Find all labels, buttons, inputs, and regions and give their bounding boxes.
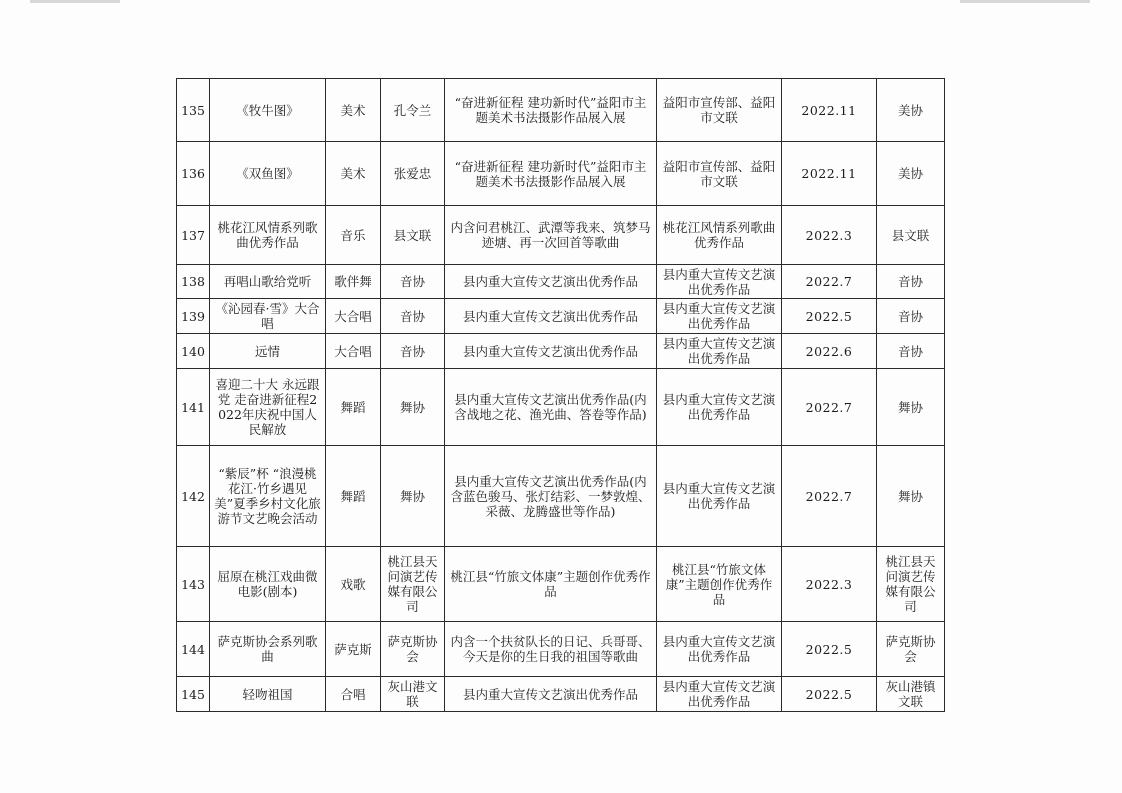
award-date: 2022.5 — [782, 299, 877, 334]
work-content: 内含问君桃江、武潭等我来、筑梦马迹塘、再一次回首等歌曲 — [445, 206, 657, 265]
work-author: 张爱忠 — [381, 142, 445, 206]
recommender: 舞协 — [877, 369, 945, 446]
recommender: 萨克斯协会 — [877, 622, 945, 677]
award-date: 2022.11 — [782, 79, 877, 142]
work-author: 县文联 — [381, 206, 445, 265]
work-title: 《牧牛图》 — [210, 79, 326, 142]
work-content: “奋进新征程 建功新时代”益阳市主题美术书法摄影作品展入展 — [445, 79, 657, 142]
row-number: 139 — [177, 299, 210, 334]
row-number: 145 — [177, 677, 210, 712]
recommender: 县文联 — [877, 206, 945, 265]
work-category: 美术 — [326, 142, 381, 206]
work-author: 萨克斯协会 — [381, 622, 445, 677]
row-number: 138 — [177, 265, 210, 299]
work-author: 灰山港文联 — [381, 677, 445, 712]
work-author: 音协 — [381, 265, 445, 299]
award-event: 县内重大宣传文艺演出优秀作品 — [657, 265, 782, 299]
work-category: 大合唱 — [326, 334, 381, 369]
scan-edge-mark — [960, 0, 1090, 3]
work-content: 内含一个扶贫队长的日记、兵哥哥、今天是你的生日我的祖国等歌曲 — [445, 622, 657, 677]
work-category: 舞蹈 — [326, 446, 381, 547]
work-author: 桃江县天问演艺传媒有限公司 — [381, 547, 445, 622]
work-author: 舞协 — [381, 446, 445, 547]
table-row — [177, 142, 945, 206]
work-title: 轻吻祖国 — [210, 677, 326, 712]
table-row — [177, 265, 945, 299]
work-content: 县内重大宣传文艺演出优秀作品(内含战地之花、渔光曲、答卷等作品) — [445, 369, 657, 446]
table-row — [177, 547, 945, 622]
award-event: 县内重大宣传文艺演出优秀作品 — [657, 446, 782, 547]
scan-edge-mark — [30, 0, 120, 3]
table-row — [177, 369, 945, 446]
recommender: 桃江县天问演艺传媒有限公司 — [877, 547, 945, 622]
work-author: 音协 — [381, 334, 445, 369]
award-event: 县内重大宣传文艺演出优秀作品 — [657, 369, 782, 446]
awards-table — [176, 78, 945, 712]
work-title: 桃花江风情系列歌曲优秀作品 — [210, 206, 326, 265]
award-event: 县内重大宣传文艺演出优秀作品 — [657, 622, 782, 677]
recommender: 音协 — [877, 334, 945, 369]
award-date: 2022.7 — [782, 265, 877, 299]
work-content: 县内重大宣传文艺演出优秀作品 — [445, 334, 657, 369]
work-title: 再唱山歌给党听 — [210, 265, 326, 299]
row-number: 141 — [177, 369, 210, 446]
row-number: 140 — [177, 334, 210, 369]
recommender: 音协 — [877, 299, 945, 334]
work-content: 县内重大宣传文艺演出优秀作品 — [445, 299, 657, 334]
award-date: 2022.7 — [782, 369, 877, 446]
table-row — [177, 299, 945, 334]
row-number: 137 — [177, 206, 210, 265]
table-row — [177, 622, 945, 677]
work-content: “奋进新征程 建功新时代”益阳市主题美术书法摄影作品展入展 — [445, 142, 657, 206]
row-number: 136 — [177, 142, 210, 206]
award-date: 2022.3 — [782, 206, 877, 265]
work-category: 戏歌 — [326, 547, 381, 622]
work-content: 县内重大宣传文艺演出优秀作品(内含蓝色骏马、张灯结彩、一梦敦煌、采薇、龙腾盛世等作品) — [445, 446, 657, 547]
table-row — [177, 334, 945, 369]
award-event: 桃花江风情系列歌曲优秀作品 — [657, 206, 782, 265]
work-category: 音乐 — [326, 206, 381, 265]
work-title: “紫辰”杯 “浪漫桃花江·竹乡遇见美”夏季乡村文化旅游节文艺晚会活动 — [210, 446, 326, 547]
table-row — [177, 79, 945, 142]
work-title: 萨克斯协会系列歌曲 — [210, 622, 326, 677]
recommender: 美协 — [877, 79, 945, 142]
work-author: 音协 — [381, 299, 445, 334]
work-content: 县内重大宣传文艺演出优秀作品 — [445, 677, 657, 712]
work-author: 孔令兰 — [381, 79, 445, 142]
work-category: 美术 — [326, 79, 381, 142]
award-event: 益阳市宣传部、益阳市文联 — [657, 142, 782, 206]
work-category: 萨克斯 — [326, 622, 381, 677]
award-date: 2022.5 — [782, 677, 877, 712]
work-title: 喜迎二十大 永远跟党 走奋进新征程2022年庆祝中国人民解放 — [210, 369, 326, 446]
table-row — [177, 677, 945, 712]
award-date: 2022.7 — [782, 446, 877, 547]
award-date: 2022.6 — [782, 334, 877, 369]
row-number: 142 — [177, 446, 210, 547]
recommender: 音协 — [877, 265, 945, 299]
work-title: 远情 — [210, 334, 326, 369]
work-content: 桃江县“竹旅文体康”主题创作优秀作品 — [445, 547, 657, 622]
table-row — [177, 206, 945, 265]
row-number: 144 — [177, 622, 210, 677]
row-number: 143 — [177, 547, 210, 622]
award-event: 县内重大宣传文艺演出优秀作品 — [657, 334, 782, 369]
award-date: 2022.5 — [782, 622, 877, 677]
work-content: 县内重大宣传文艺演出优秀作品 — [445, 265, 657, 299]
recommender: 美协 — [877, 142, 945, 206]
award-event: 县内重大宣传文艺演出优秀作品 — [657, 677, 782, 712]
table-row — [177, 446, 945, 547]
recommender: 灰山港镇文联 — [877, 677, 945, 712]
work-author: 舞协 — [381, 369, 445, 446]
work-category: 舞蹈 — [326, 369, 381, 446]
work-category: 大合唱 — [326, 299, 381, 334]
award-event: 益阳市宣传部、益阳市文联 — [657, 79, 782, 142]
work-title: 《双鱼图》 — [210, 142, 326, 206]
work-category: 合唱 — [326, 677, 381, 712]
work-title: 《沁园春·雪》大合唱 — [210, 299, 326, 334]
award-date: 2022.3 — [782, 547, 877, 622]
award-event: 县内重大宣传文艺演出优秀作品 — [657, 299, 782, 334]
work-title: 屈原在桃江戏曲微电影(剧本) — [210, 547, 326, 622]
work-category: 歌伴舞 — [326, 265, 381, 299]
recommender: 舞协 — [877, 446, 945, 547]
row-number: 135 — [177, 79, 210, 142]
award-date: 2022.11 — [782, 142, 877, 206]
award-event: 桃江县“竹旅文体康”主题创作优秀作品 — [657, 547, 782, 622]
